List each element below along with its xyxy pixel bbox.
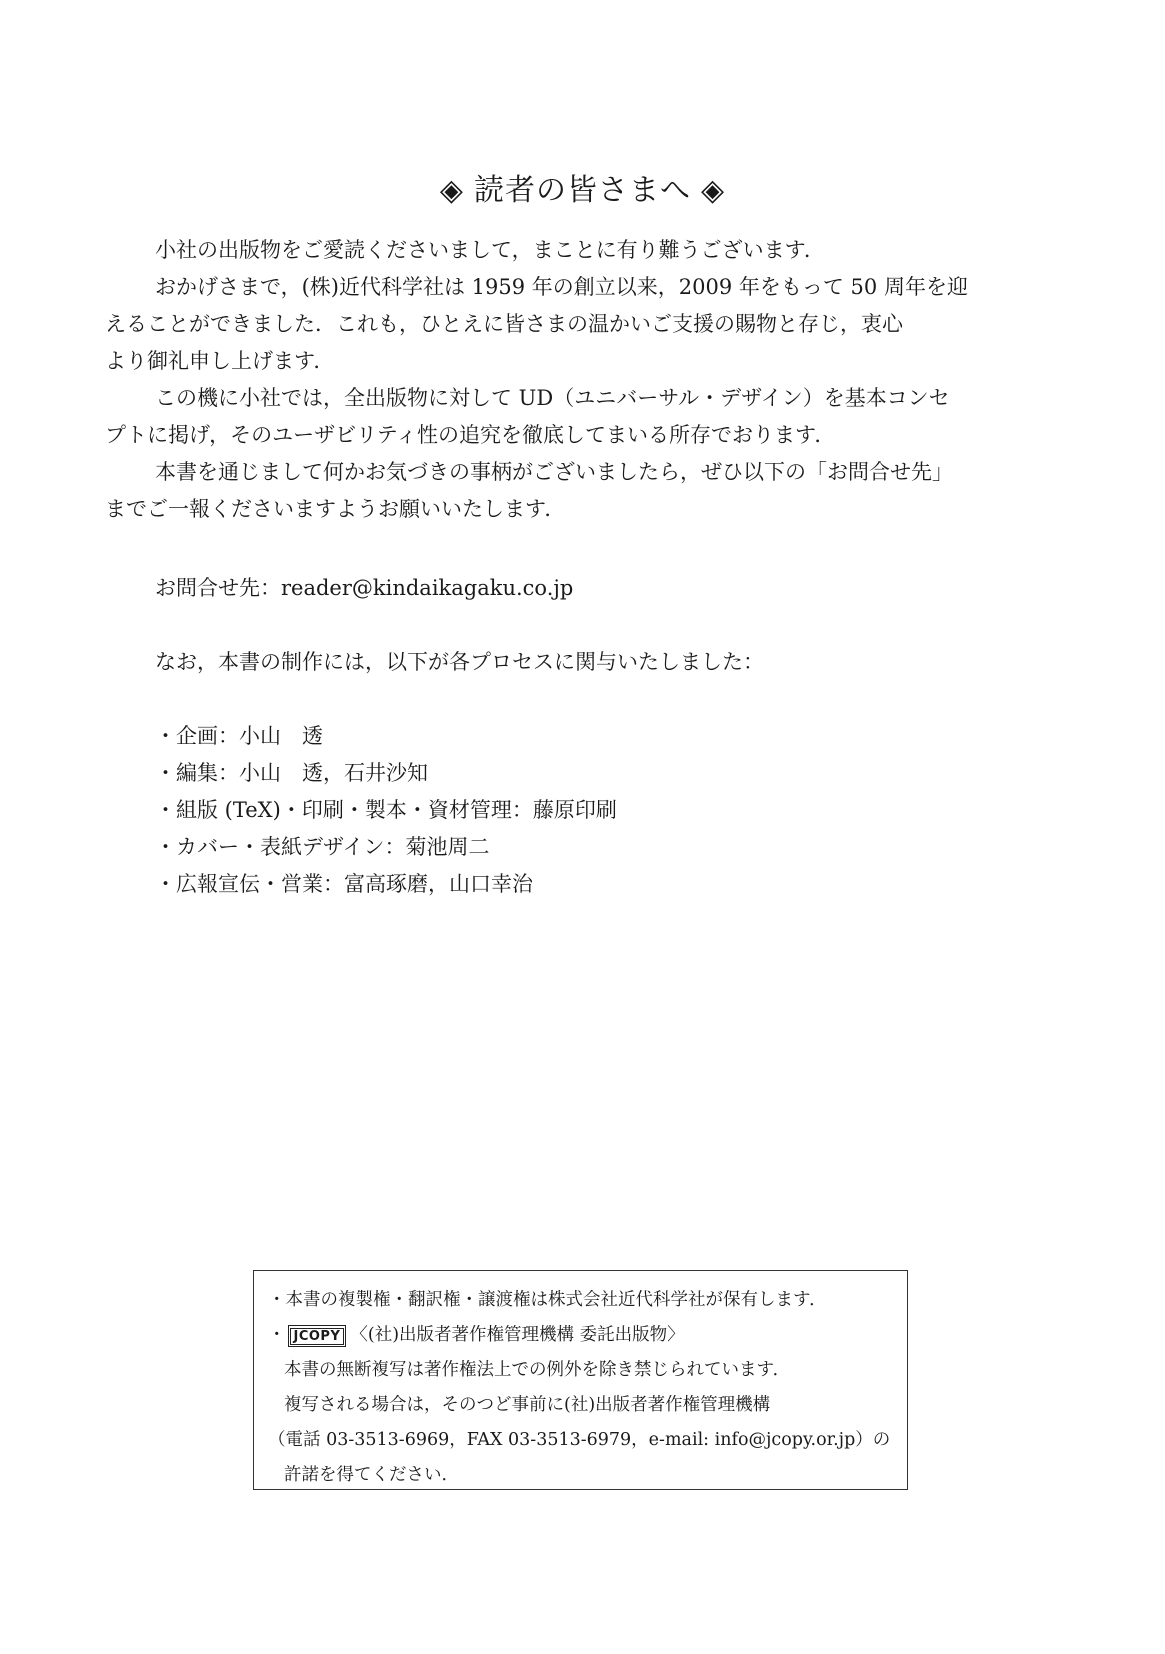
paragraph-line: 本書を通じまして何かお気づきの事柄がございましたら，ぜひ以下の「お問合せ先」 xyxy=(155,460,953,484)
copyright-line: 本書の無断複写は著作権法上での例外を除き禁じられています． xyxy=(284,1360,791,1380)
paragraph-ud xyxy=(105,380,1035,454)
paragraph-line: 小社の出版物をご愛読くださいまして，まことに有り難うございます． xyxy=(155,238,825,262)
paragraph-line: この機に小社では，全出版物に対して UD（ユニバーサル・デザイン）を基本コンセ xyxy=(155,386,950,410)
credit-item: ・編集：小山 透，石井沙知 xyxy=(155,761,428,785)
paragraph-line: までご一報くださいますようお願いいたします． xyxy=(105,497,566,521)
paragraph-feedback xyxy=(105,454,1035,528)
page-title xyxy=(0,165,1165,209)
bullet: ・ xyxy=(268,1325,286,1345)
diamond-right-icon: ◈ xyxy=(701,173,726,208)
credit-item: ・企画：小山 透 xyxy=(155,724,323,748)
paragraph-line: プトに掲げ，そのユーザビリティ性の追究を徹底してまいる所存でおります． xyxy=(105,423,836,447)
credit-item: ・カバー・表紙デザイン：菊池周二 xyxy=(155,835,490,859)
credits-intro: なお，本書の制作には，以下が各プロセスに関与いたしました： xyxy=(155,650,764,674)
jcopy-logo-icon xyxy=(288,1325,347,1347)
jcopy-logo-text: JCOPY xyxy=(290,1328,345,1345)
copyright-line: 許諾を得てください． xyxy=(284,1465,459,1485)
credits-list xyxy=(155,718,617,903)
title-text: 読者の皆さまへ xyxy=(474,173,691,208)
paragraph-anniversary xyxy=(105,269,1035,380)
jcopy-text: 〈(社)出版者著作権管理機構 委託出版物〉 xyxy=(350,1325,685,1345)
credit-item: ・広報宣伝・営業：富高琢磨，山口幸治 xyxy=(155,872,533,896)
paragraph-line: より御礼申し上げます． xyxy=(105,349,335,373)
paragraph-line: えることができました．これも，ひとえに皆さまの温かいご支援の賜物と存じ，衷心 xyxy=(105,312,903,336)
credit-item: ・組版 (TeX)・印刷・製本・資材管理：藤原印刷 xyxy=(155,798,617,822)
copyright-line: 複写される場合は，そのつど事前に(社)出版者著作権管理機構 xyxy=(284,1395,771,1415)
paragraph-line: おかげさまで，(株)近代科学社は 1959 年の創立以来，2009 年をもって 50 周年を迎 xyxy=(155,275,968,299)
diamond-left-icon: ◈ xyxy=(439,173,464,208)
paragraph-thanks xyxy=(130,232,1035,269)
copyright-line: （電話 03-3513-6969，FAX 03-3513-6979，e-mail: info@jcopy.or.jp）の xyxy=(268,1430,891,1450)
jcopy-line xyxy=(268,1318,907,1353)
copyright-box xyxy=(253,1270,908,1490)
copyright-line: ・本書の複製権・翻訳権・譲渡権は株式会社近代科学社が保有します． xyxy=(268,1290,827,1310)
contact-line: お問合せ先：reader@kindaikagaku.co.jp xyxy=(155,576,574,600)
